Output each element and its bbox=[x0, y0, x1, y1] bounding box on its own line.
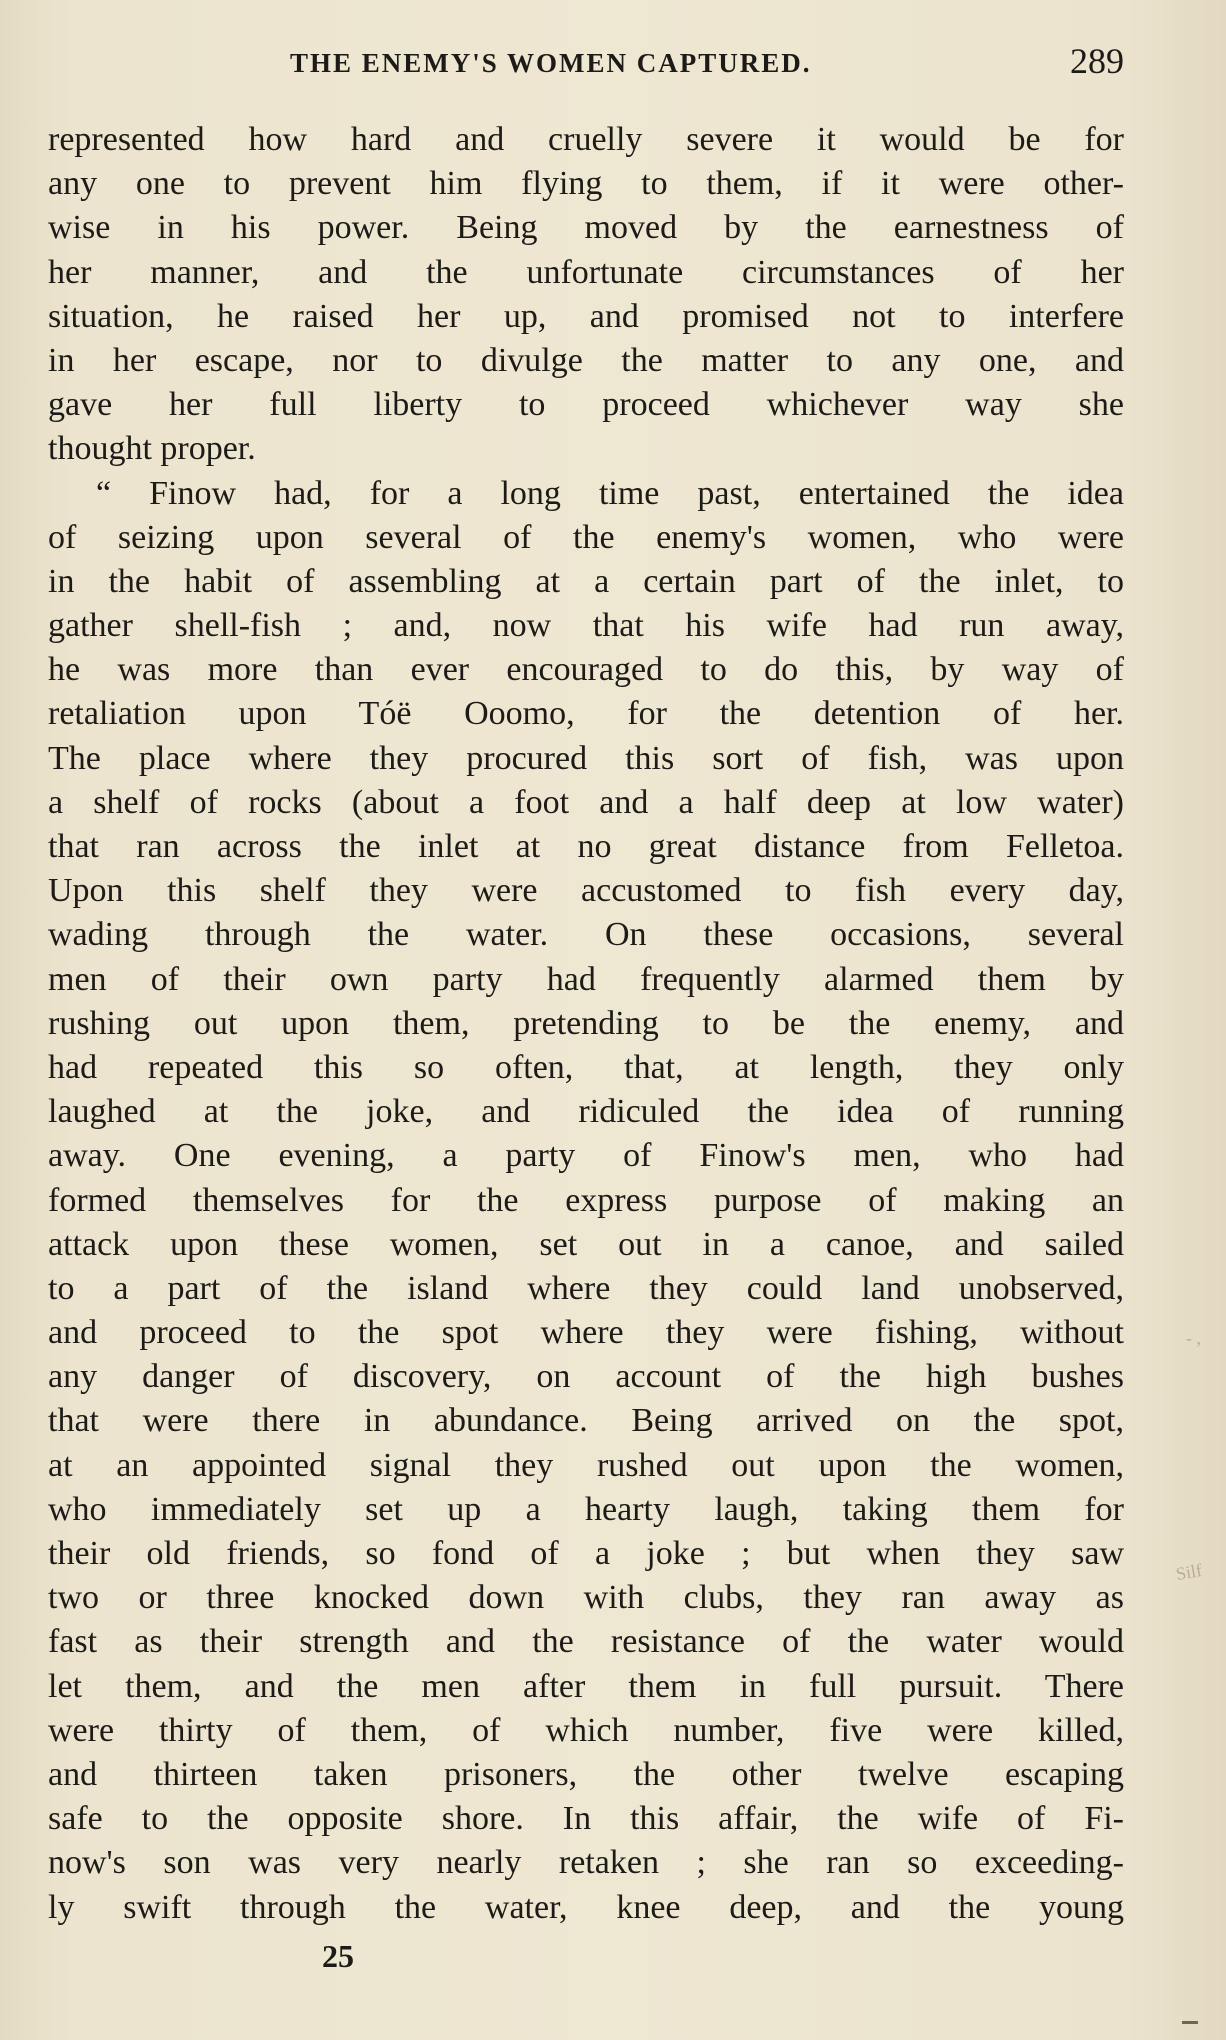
page-number: 289 bbox=[1070, 41, 1124, 81]
text-line: at an appointed signal they rushed out upon the women, bbox=[48, 1446, 1124, 1484]
text-line: in the habit of assembling at a certain part of the inlet, to bbox=[48, 562, 1124, 600]
text-line: now's son was very nearly retaken ; she ran so exceeding- bbox=[48, 1844, 1124, 1882]
text-line: men of their own party had frequently alarmed them by bbox=[48, 960, 1124, 998]
text-line: let them, and the men after them in full pursuit. There bbox=[48, 1667, 1124, 1705]
paragraph-end-line: thought proper. bbox=[48, 430, 256, 468]
text-line: gather shell-fish ; and, now that his wife had run away, bbox=[48, 607, 1124, 645]
signature-mark: 25 bbox=[322, 1938, 354, 1974]
text-line: The place where they procured this sort of fish, was upon bbox=[48, 739, 1124, 777]
text-line: were thirty of them, of which number, five were killed, bbox=[48, 1711, 1124, 1749]
text-line: a shelf of rocks (about a foot and a half deep at low water) bbox=[48, 783, 1124, 821]
text-line: retaliation upon Tóë Ooomo, for the detention of her. bbox=[48, 695, 1124, 733]
text-line: formed themselves for the express purpose of making an bbox=[48, 1181, 1124, 1219]
text-line: any one to prevent him flying to them, if it were other- bbox=[48, 165, 1124, 203]
running-head: THE ENEMY'S WOMEN CAPTURED. bbox=[290, 48, 812, 78]
text-line: situation, he raised her up, and promised not to interfere bbox=[48, 297, 1124, 335]
text-line: that were there in abundance. Being arrived on the spot, bbox=[48, 1402, 1124, 1440]
text-line: had repeated this so often, that, at length, they only bbox=[48, 1048, 1124, 1086]
text-line: ly swift through the water, knee deep, and the young bbox=[48, 1888, 1124, 1926]
text-line: attack upon these women, set out in a canoe, and sailed bbox=[48, 1225, 1124, 1263]
text-line: laughed at the joke, and ridiculed the idea of running bbox=[48, 1093, 1124, 1131]
text-line: two or three knocked down with clubs, they ran away as bbox=[48, 1579, 1124, 1617]
text-line: gave her full liberty to proceed whichever way she bbox=[48, 386, 1124, 424]
text-line: represented how hard and cruelly severe it would be for bbox=[48, 121, 1124, 158]
text-line: away. One evening, a party of Finow's men, who had bbox=[48, 1137, 1124, 1175]
text-line: of seizing upon several of the enemy's women, who were bbox=[48, 518, 1124, 556]
text-line: and thirteen taken prisoners, the other twelve escaping bbox=[48, 1755, 1124, 1793]
page-header bbox=[48, 40, 1124, 80]
text-line: her manner, and the unfortunate circumstances of her bbox=[48, 253, 1124, 291]
margin-mark: - , bbox=[1186, 1328, 1201, 1348]
text-line: wading through the water. On these occasions, several bbox=[48, 916, 1124, 954]
text-line: wise in his power. Being moved by the earnestness of bbox=[48, 209, 1124, 247]
text-line: in her escape, nor to divulge the matter to any one, and bbox=[48, 341, 1124, 379]
body-text bbox=[48, 118, 1124, 1930]
text-line: he was more than ever encouraged to do this, by way of bbox=[48, 651, 1124, 689]
text-line: to a part of the island where they could land unobserved, bbox=[48, 1269, 1124, 1307]
text-line: and proceed to the spot where they were fishing, without bbox=[48, 1314, 1124, 1352]
text-line: safe to the opposite shore. In this affair, the wife of Fi- bbox=[48, 1800, 1124, 1838]
text-line: fast as their strength and the resistance of the water would bbox=[48, 1623, 1124, 1661]
margin-mark: Silf bbox=[1174, 1559, 1204, 1585]
corner-dash bbox=[1182, 2021, 1198, 2024]
paragraph-start-line: “ Finow had, for a long time past, entertained the idea bbox=[96, 474, 1124, 512]
text-line: that ran across the inlet at no great distance from Felletoa. bbox=[48, 828, 1124, 865]
text-line: any danger of discovery, on account of the high bushes bbox=[48, 1358, 1124, 1396]
text-line: who immediately set up a hearty laugh, taking them for bbox=[48, 1490, 1124, 1528]
text-line: their old friends, so fond of a joke ; but when they saw bbox=[48, 1535, 1124, 1572]
text-line: Upon this shelf they were accustomed to fish every day, bbox=[48, 872, 1124, 910]
text-line: rushing out upon them, pretending to be the enemy, and bbox=[48, 1004, 1124, 1042]
